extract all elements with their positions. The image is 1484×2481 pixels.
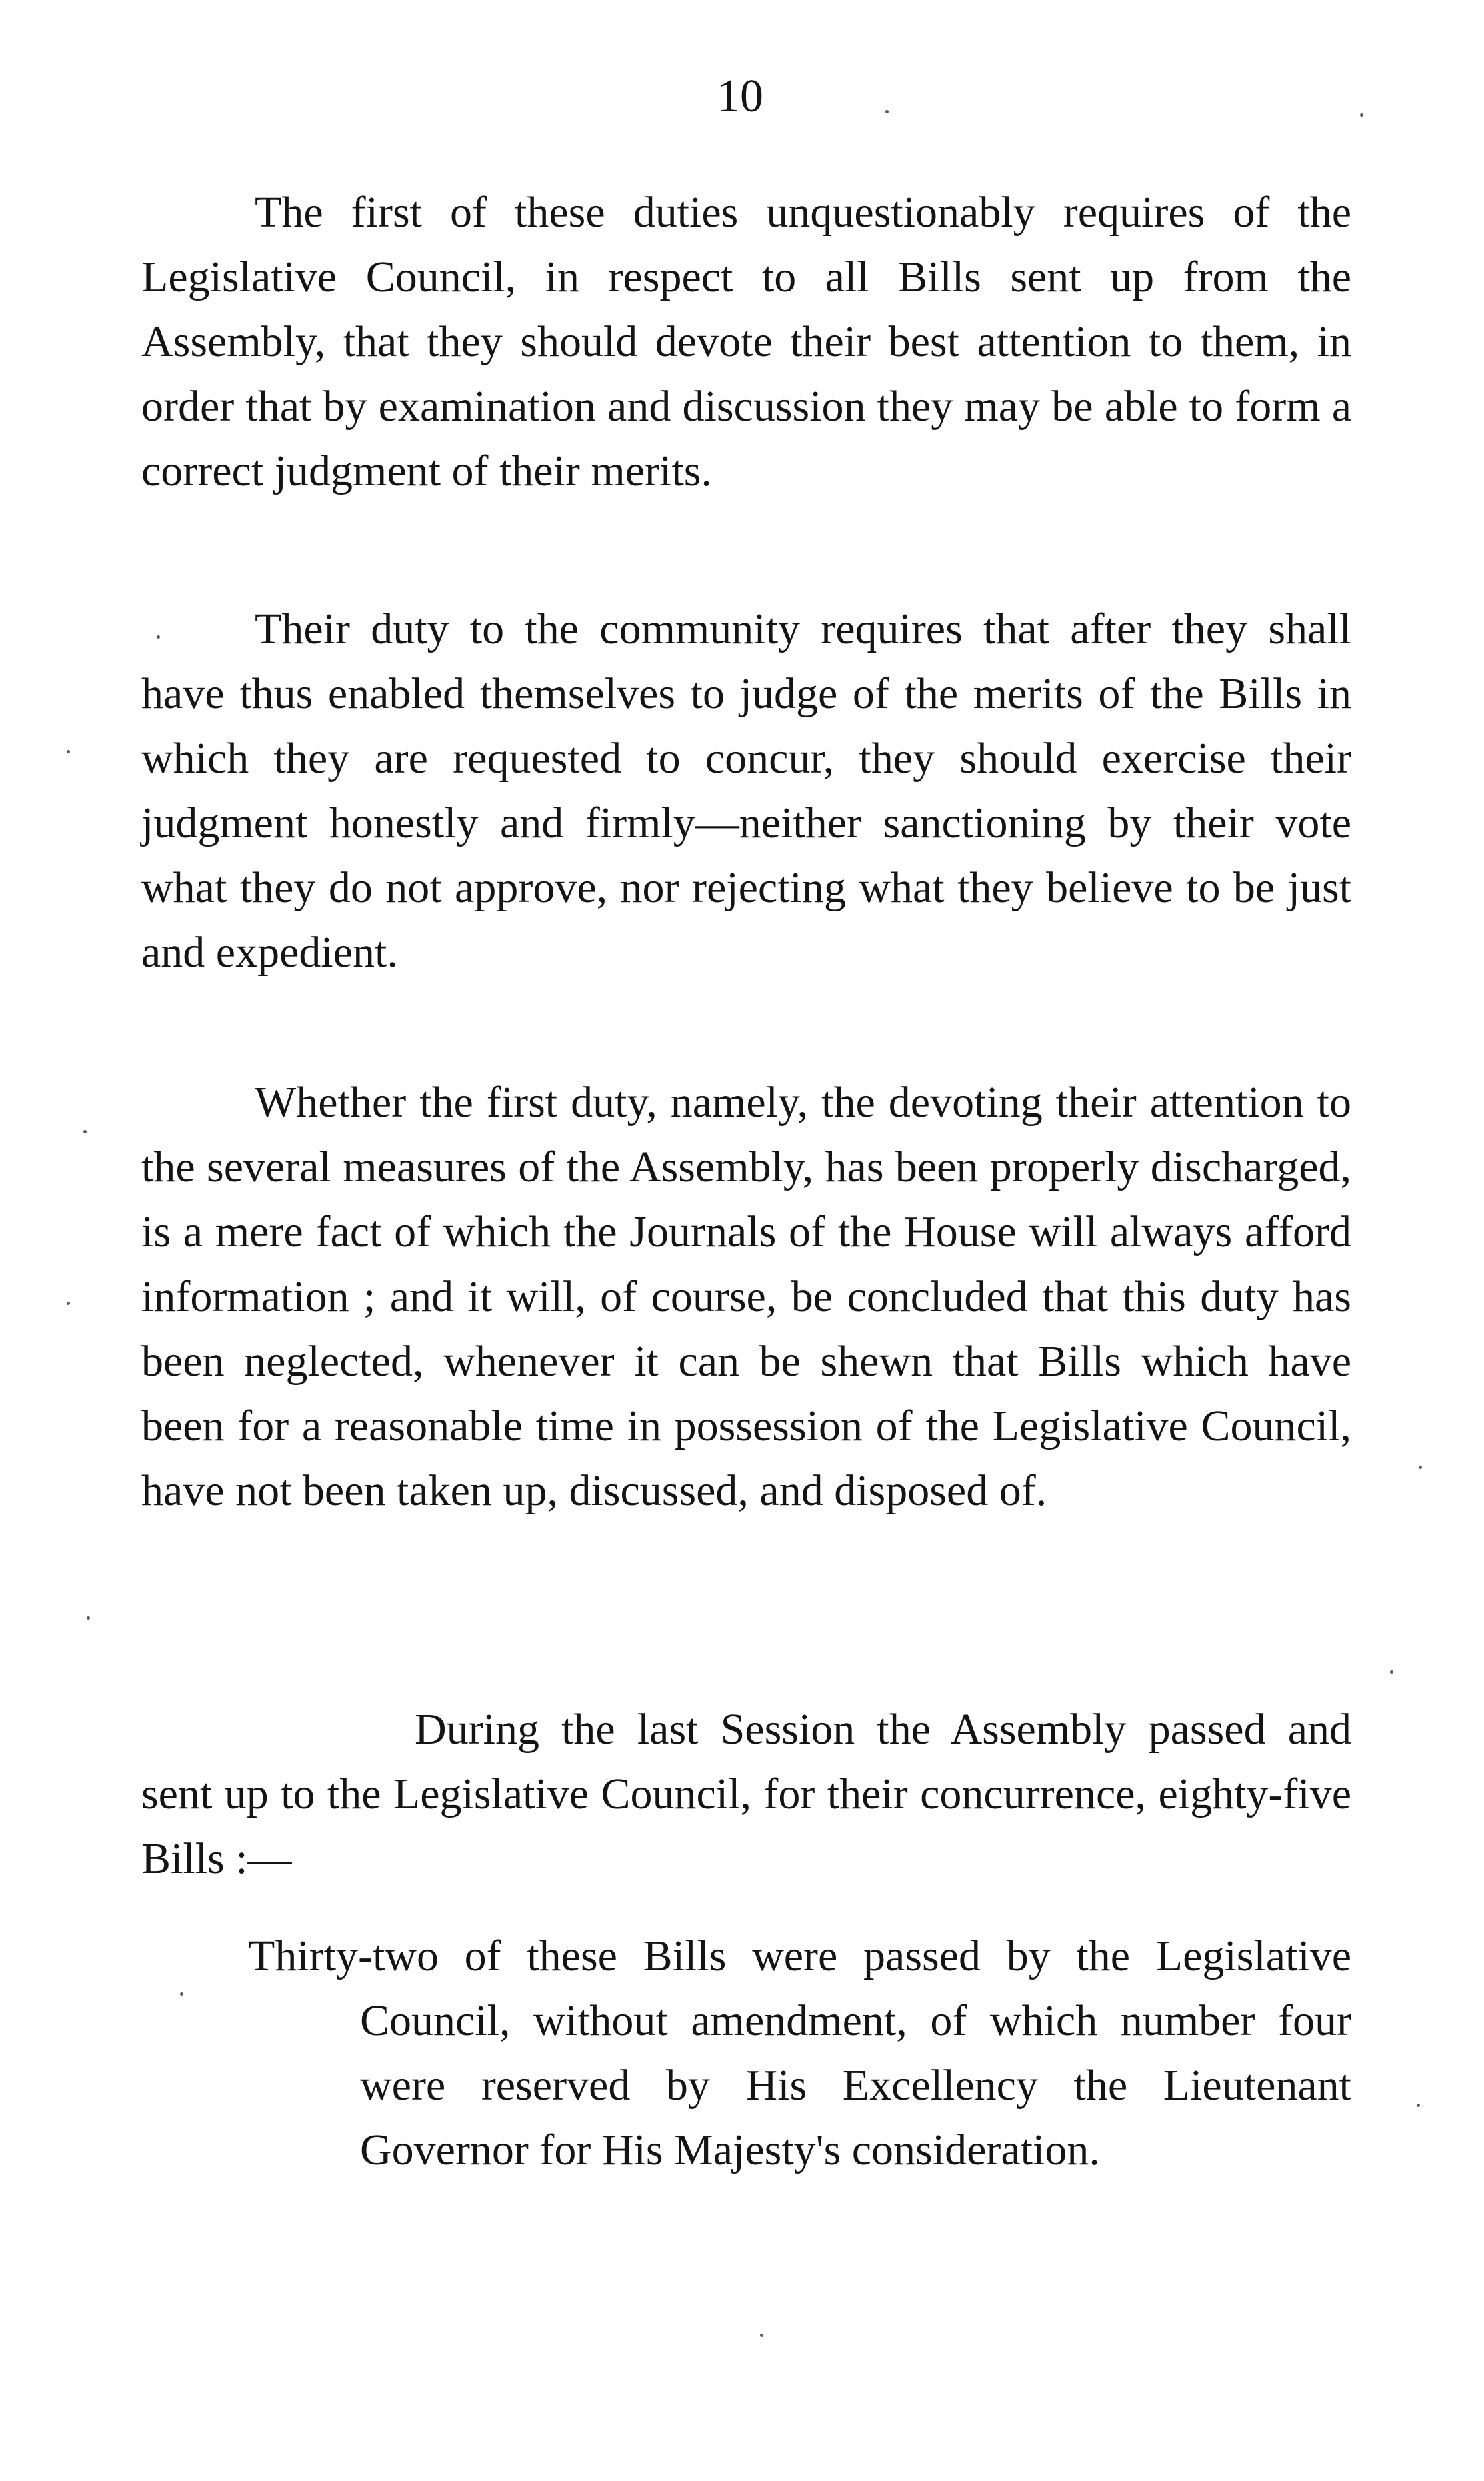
paragraph-3-block	[141, 1070, 1351, 1523]
scan-speck	[1417, 2104, 1420, 2107]
scan-speck	[1419, 1466, 1422, 1469]
scan-speck	[180, 1992, 183, 1996]
paragraph-first-duty: The first of these duties unquestionably requires of the Legislative Council, in respect to all Bills sent up from the Assembly, that they should devote their best attention to them, in order that by examination and discussion they may be able to form a correct judgment of their merits.	[141, 188, 1351, 495]
page-number: 10	[717, 71, 763, 122]
scan-speck	[67, 750, 70, 753]
scan-speck	[157, 635, 160, 639]
scan-speck	[760, 2334, 763, 2337]
scan-speck	[67, 1302, 70, 1305]
paragraph-2-block	[141, 597, 1351, 985]
scan-speck	[83, 1130, 87, 1133]
scan-speck	[87, 1616, 90, 1620]
paragraph-1-block	[141, 180, 1351, 503]
scan-speck	[885, 110, 889, 113]
paragraph-5-block	[248, 1924, 1351, 2182]
paragraph-whether-first-duty: Whether the first duty, namely, the devoting their attention to the several measures of the Assembly, has been properly discharged, is a mere fact of which the Journals of the House will always afford information ; and it will, of course, be concluded that this duty has been neglected, whenever it can be shewn that Bills which have been for a reasonable time in possession of the Legislative Council, have not been taken up, discussed, and disposed of.	[141, 1078, 1351, 1515]
paragraph-last-session: During the last Session the Assembly passed and sent up to the Legislative Council, for their concurrence, eighty-five Bills :—	[141, 1705, 1351, 1883]
scan-speck	[1390, 1670, 1393, 1674]
paragraph-thirty-two-bills: Thirty-two of these Bills were passed by the Legislative Council, without amendment, of which number four were reserved by His Excellency the Lieutenant Governor for His Majesty's consideration.	[248, 1932, 1351, 2174]
paragraph-4-block	[141, 1697, 1351, 1891]
scan-speck	[1360, 113, 1363, 117]
paragraph-duty-to-community: Their duty to the community requires that after they shall have thus enabled themselves to judge of the merits of the Bills in which they are requested to concur, they should exercise their judgment honestly and firmly—neither sanctioning by their vote what they do not approve, nor rejecting what they believe to be just and expedient.	[141, 605, 1351, 977]
